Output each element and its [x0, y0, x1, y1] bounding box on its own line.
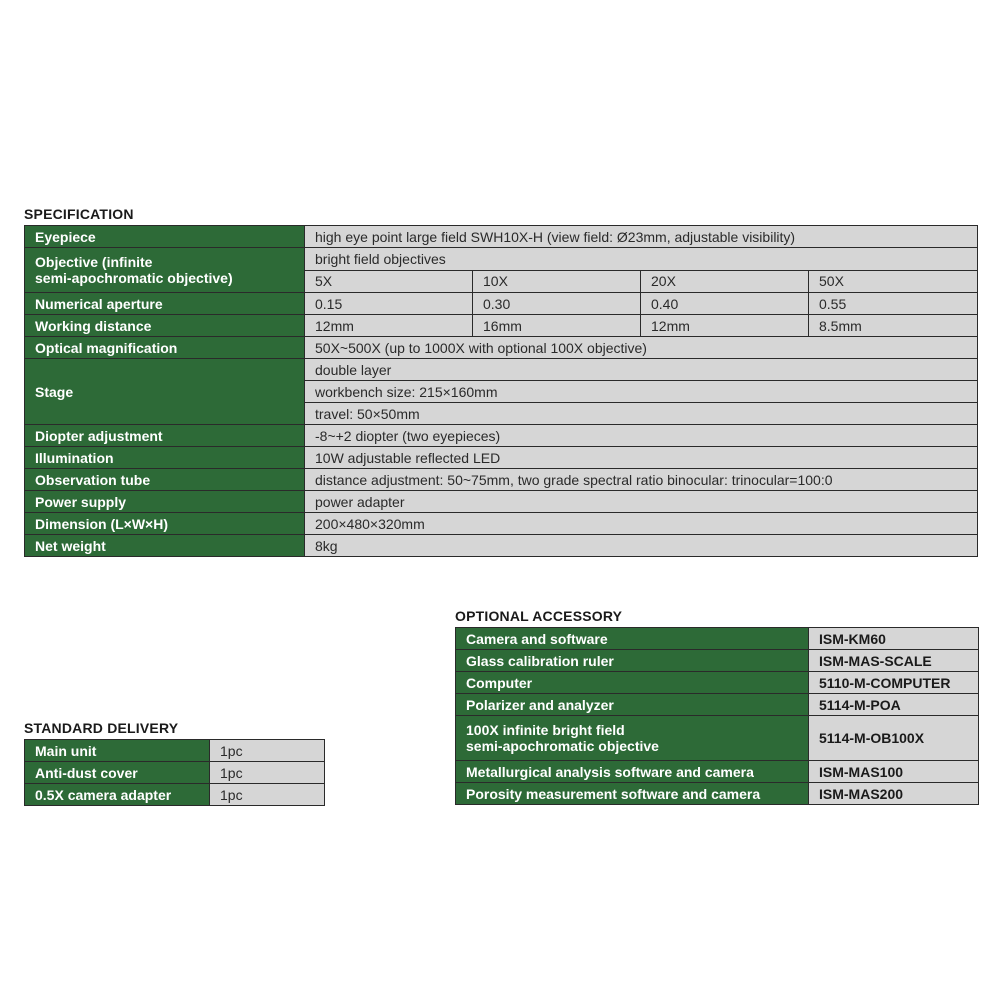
- spec-label: Diopter adjustment: [25, 425, 305, 447]
- spec-label: Numerical aperture: [25, 293, 305, 315]
- accessory-label-line: 100X infinite bright field: [466, 722, 625, 738]
- accessory-row: [456, 783, 979, 805]
- accessory-row: [456, 672, 979, 694]
- accessory-row: [456, 761, 979, 783]
- spec-row-diopter: [25, 425, 978, 447]
- accessory-code: 5110-M-COMPUTER: [809, 672, 979, 694]
- accessory-row: [456, 716, 979, 761]
- spec-value: double layer: [305, 359, 978, 381]
- spec-value: travel: 50×50mm: [305, 403, 978, 425]
- delivery-row: [25, 740, 325, 762]
- spec-value: high eye point large field SWH10X-H (view field: Ø23mm, adjustable visibility): [305, 226, 978, 248]
- spec-row-stage: [25, 359, 978, 381]
- accessory-label: Metallurgical analysis software and camera: [456, 761, 809, 783]
- spec-row-optical-magnification: [25, 337, 978, 359]
- spec-value: power adapter: [305, 491, 978, 513]
- spec-label: Dimension (L×W×H): [25, 513, 305, 535]
- specification-table: [24, 225, 978, 557]
- spec-label: Stage: [25, 359, 305, 425]
- delivery-row: [25, 762, 325, 784]
- accessory-code: 5114-M-POA: [809, 694, 979, 716]
- accessory-row: [456, 650, 979, 672]
- accessory-label: [456, 716, 809, 761]
- spec-label: Net weight: [25, 535, 305, 557]
- spec-value: 8kg: [305, 535, 978, 557]
- accessory-label: Glass calibration ruler: [456, 650, 809, 672]
- accessory-label-line: semi-apochromatic objective: [466, 738, 659, 754]
- spec-cell: 12mm: [305, 315, 473, 337]
- spec-cell: 5X: [305, 270, 473, 293]
- spec-label: Eyepiece: [25, 226, 305, 248]
- accessory-code: 5114-M-OB100X: [809, 716, 979, 761]
- spec-row-numerical-aperture: [25, 293, 978, 315]
- accessory-code: ISM-KM60: [809, 628, 979, 650]
- optional-accessory-table: [455, 627, 979, 805]
- delivery-label: Anti-dust cover: [25, 762, 210, 784]
- delivery-row: [25, 784, 325, 806]
- accessory-code: ISM-MAS-SCALE: [809, 650, 979, 672]
- spec-row-illumination: [25, 447, 978, 469]
- spec-cell: 0.30: [473, 293, 641, 315]
- delivery-qty: 1pc: [210, 784, 325, 806]
- accessory-row: [456, 628, 979, 650]
- spec-row-working-distance: [25, 315, 978, 337]
- spec-label: Observation tube: [25, 469, 305, 491]
- spec-value: 200×480×320mm: [305, 513, 978, 535]
- spec-label-line: Objective (infinite: [35, 254, 153, 270]
- spec-value: 50X~500X (up to 1000X with optional 100X objective): [305, 337, 978, 359]
- spec-value: -8~+2 diopter (two eyepieces): [305, 425, 978, 447]
- spec-value: 10W adjustable reflected LED: [305, 447, 978, 469]
- delivery-label: 0.5X camera adapter: [25, 784, 210, 806]
- delivery-qty: 1pc: [210, 762, 325, 784]
- accessory-label: Polarizer and analyzer: [456, 694, 809, 716]
- spec-label: Power supply: [25, 491, 305, 513]
- spec-value: workbench size: 215×160mm: [305, 381, 978, 403]
- accessory-label: Computer: [456, 672, 809, 694]
- accessory-row: [456, 694, 979, 716]
- spec-label: Working distance: [25, 315, 305, 337]
- spec-value: bright field objectives: [305, 248, 978, 271]
- delivery-label: Main unit: [25, 740, 210, 762]
- spec-row-eyepiece: [25, 226, 978, 248]
- spec-cell: 8.5mm: [809, 315, 978, 337]
- spec-cell: 16mm: [473, 315, 641, 337]
- accessory-code: ISM-MAS100: [809, 761, 979, 783]
- spec-cell: 10X: [473, 270, 641, 293]
- spec-row-net-weight: [25, 535, 978, 557]
- spec-cell: 12mm: [641, 315, 809, 337]
- spec-label-objective: [25, 248, 305, 293]
- accessory-code: ISM-MAS200: [809, 783, 979, 805]
- spec-cell: 0.40: [641, 293, 809, 315]
- specification-title: SPECIFICATION: [24, 206, 134, 222]
- standard-delivery-title: STANDARD DELIVERY: [24, 720, 179, 736]
- spec-row-power-supply: [25, 491, 978, 513]
- accessory-label: Camera and software: [456, 628, 809, 650]
- delivery-qty: 1pc: [210, 740, 325, 762]
- spec-cell: 0.55: [809, 293, 978, 315]
- spec-value: distance adjustment: 50~75mm, two grade spectral ratio binocular: trinocular=100:0: [305, 469, 978, 491]
- spec-row-objective: [25, 248, 978, 271]
- spec-label-line: semi-apochromatic objective): [35, 270, 233, 286]
- spec-row-dimension: [25, 513, 978, 535]
- spec-label: Optical magnification: [25, 337, 305, 359]
- spec-label: Illumination: [25, 447, 305, 469]
- accessory-label: Porosity measurement software and camera: [456, 783, 809, 805]
- spec-cell: 0.15: [305, 293, 473, 315]
- spec-cell: 50X: [809, 270, 978, 293]
- spec-row-observation-tube: [25, 469, 978, 491]
- spec-cell: 20X: [641, 270, 809, 293]
- standard-delivery-table: [24, 739, 325, 806]
- optional-accessory-title: OPTIONAL ACCESSORY: [455, 608, 623, 624]
